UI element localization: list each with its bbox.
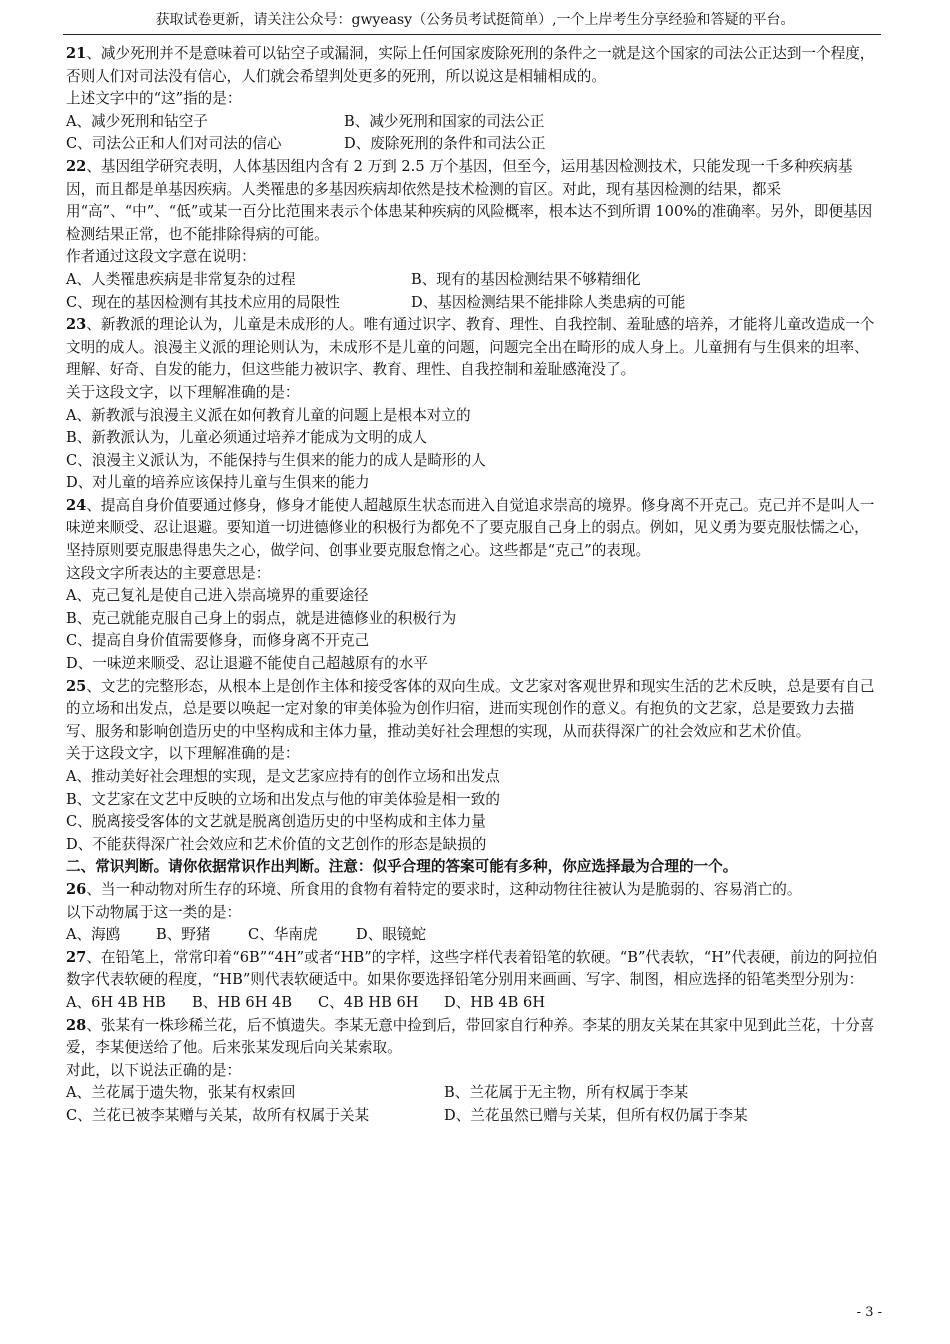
option-row <box>66 292 878 315</box>
option-row <box>66 133 878 156</box>
option-d: D、一味逆来顺受、忍让退避不能使自己超越原有的水平 <box>66 655 428 673</box>
option-c: C、4B HB 6H <box>318 993 419 1011</box>
option-row <box>66 924 878 947</box>
option-row <box>66 992 878 1015</box>
option-b: B、文艺家在文艺中反映的立场和出发点与他的审美体验是相一致的 <box>66 790 500 808</box>
question-number: 21 <box>66 45 87 62</box>
question-text: 、新教派的理论认为，儿童是未成形的人。唯有通过识字、教育、理性、自我控制、羞耻感的培养，才能将儿童改造成一个文明的成人。浪漫主义派的理论则认为，未成形不是儿童的问题，问题完全出在畸形的成人身上。儿童拥有与生俱来的坦率、理解、好奇、自发的能力，但这些能力被识字、教育、理性、自我控制和羞耻感淹没了。 <box>66 316 875 379</box>
option-b: B、现有的基因检测结果不够精细化 <box>411 270 641 288</box>
question-text: 、当一种动物对所生存的环境、所食用的食物有着特定的要求时，这种动物往往被认为是脆弱的、容易消亡的。 <box>86 880 802 898</box>
section-heading: 二、常识判断。请你依据常识作出判断。注意：似乎合理的答案可能有多种，你应选择最为合理的一个。 <box>66 858 738 876</box>
question-23 <box>66 314 878 382</box>
option-c: C、司法公正和人们对司法的信心 <box>66 135 282 153</box>
question-stem: 作者通过这段文字意在说明： <box>66 248 256 266</box>
option-row <box>66 269 878 292</box>
question-stem: 对此，以下说法正确的是： <box>66 1061 242 1079</box>
option-a: A、推动美好社会理想的实现，是文艺家应持有的创作立场和出发点 <box>66 768 500 785</box>
option-b: B、新教派认为，儿童必须通过培养才能成为文明的成人 <box>66 429 427 447</box>
question-text: 、减少死刑并不是意味着可以钻空子或漏洞，实际上任何国家废除死刑的条件之一就是这个国家的司法公正达到一个程度，否则人们对司法没有信心，人们就会希望判处更多的死刑，所以说这是相辅相成的。 <box>66 45 875 85</box>
question-stem: 以下动物属于这一类的是： <box>66 903 242 921</box>
option-d: D、HB 4B 6H <box>444 993 546 1011</box>
option-row <box>66 1105 878 1128</box>
option-b: B、减少死刑和国家的司法公正 <box>344 112 545 130</box>
option-c: C、脱离接受客体的文艺就是脱离创造历史的中坚构成和主体力量 <box>66 813 486 831</box>
question-24 <box>66 495 878 563</box>
option-a: A、兰花属于遗失物，张某有权索回 <box>66 1084 296 1102</box>
question-27 <box>66 947 878 992</box>
option-b: B、野猪 <box>156 926 211 944</box>
option-d: D、眼镜蛇 <box>356 926 427 944</box>
question-text: 、提高自身价值要通过修身，修身才能使人超越原生状态而进入自觉追求崇高的境界。修身离不开克己。克己并不是叫人一味逆来顺受、忍让退避。要知道一切进德修业的积极行为都免不了要克服自己身上的弱点。例如，见义勇为要克服怯懦之心，坚持原则要克服患得患失之心，做学问、创事业要克服怠惰之心。这些都是“克己”的表现。 <box>66 496 875 560</box>
option-c: C、现在的基因检测有其技术应用的局限性 <box>66 293 340 311</box>
option-row <box>66 111 878 134</box>
option-b: B、克己就能克服自己身上的弱点，就是进德修业的积极行为 <box>66 609 457 627</box>
exam-content <box>66 43 878 1128</box>
question-number: 23 <box>66 316 87 334</box>
question-text: 、文艺的完整形态，从根本上是创作主体和接受客体的双向生成。文艺家对客观世界和现实生活的艺术反映，总是要有自己的立场和出发点，总是要以唤起一定对象的审美体验为创作归宿，进而实现创作的意义。有抱负的文艺家，总是要致力去描写、服务和影响创造历史的中坚构成和主体力量，推动美好社会理想的实现，从而获得深广的社会效应和艺术价值。 <box>66 677 875 740</box>
page-number: - 3 - <box>856 1305 882 1320</box>
question-text: 、张某有一株珍稀兰花，后不慎遗失。李某无意中捡到后，带回家自行种养。李某的朋友关某在其家中见到此兰花，十分喜爱，李某便送给了他。后来张某发现后向关某索取。 <box>66 1016 875 1057</box>
question-25 <box>66 676 878 744</box>
option-b: B、HB 6H 4B <box>192 993 293 1011</box>
question-number: 26 <box>66 880 87 898</box>
question-26 <box>66 879 878 902</box>
question-text: 、在铅笔上，常常印着“6B”“4H”或者“HB”的字样，这些字样代表着铅笔的软硬。“B”代表软，“H”代表硬，前边的阿拉伯数字代表软硬的程度，“HB”则代表软硬适中。如果你要选择铅笔分别用来画画、写字、制图，相应选择的铅笔类型分别为： <box>66 948 878 989</box>
option-row <box>66 1082 878 1105</box>
option-d: D、不能获得深广社会效应和艺术价值的文艺创作的形态是缺损的 <box>66 835 487 853</box>
question-number: 27 <box>66 948 87 966</box>
question-28 <box>66 1015 878 1060</box>
question-number: 28 <box>66 1016 87 1034</box>
option-c: C、提高自身价值需要修身，而修身离不开克己 <box>66 632 370 650</box>
option-a: A、海鸥 <box>66 926 121 944</box>
option-a: A、减少死刑和钻空子 <box>66 112 208 130</box>
page-header: 获取试卷更新，请关注公众号：gwyeasy（公务员考试挺简单）,一个上岸考生分享经验和答疑的平台。 <box>155 12 795 28</box>
option-c: C、华南虎 <box>248 926 318 944</box>
question-text: 、基因组学研究表明，人体基因组内含有 2 万到 2.5 万个基因，但至今，运用基因检测技术，只能发现一千多种疾病基因，而且都是单基因疾病。人类罹患的多基因疾病却依然是技术检测的盲区。对此，现有基因检测的结果，都采用“高”、“中”、“低”或某一百分比范围来表示个体患某种疾病的风险概率，根本达不到所谓 100%的准确率。另外，即便基因检测结果正常，也不能排除得病的可能。 <box>66 157 873 243</box>
option-a: A、新教派与浪漫主义派在如何教育儿童的问题上是根本对立的 <box>66 406 471 424</box>
question-stem: 关于这段文字，以下理解准确的是： <box>66 745 300 763</box>
option-b: B、兰花属于无主物，所有权属于李某 <box>444 1084 689 1102</box>
option-d: D、对儿童的培养应该保持儿童与生俱来的能力 <box>66 474 370 492</box>
question-stem: 关于这段文字，以下理解准确的是： <box>66 383 300 401</box>
question-number: 24 <box>66 496 87 514</box>
header-rule <box>63 34 881 35</box>
option-d: D、废除死刑的条件和司法公正 <box>344 135 546 153</box>
question-21 <box>66 43 878 88</box>
option-c: C、兰花已被李某赠与关某，故所有权属于关某 <box>66 1106 370 1124</box>
option-c: C、浪漫主义派认为，不能保持与生俱来的能力的成人是畸形的人 <box>66 451 486 469</box>
question-stem: 上述文字中的“这”指的是： <box>66 90 242 108</box>
question-number: 22 <box>66 157 87 175</box>
option-a: A、克己复礼是使自己进入崇高境界的重要途径 <box>66 587 369 605</box>
question-22 <box>66 156 878 246</box>
option-d: D、兰花虽然已赠与关某，但所有权仍属于李某 <box>444 1106 748 1124</box>
question-stem: 这段文字所表达的主要意思是： <box>66 564 271 582</box>
option-d: D、基因检测结果不能排除人类患病的可能 <box>411 293 686 311</box>
question-number: 25 <box>66 677 87 695</box>
option-a: A、6H 4B HB <box>66 993 166 1011</box>
option-a: A、人类罹患疾病是非常复杂的过程 <box>66 270 296 288</box>
